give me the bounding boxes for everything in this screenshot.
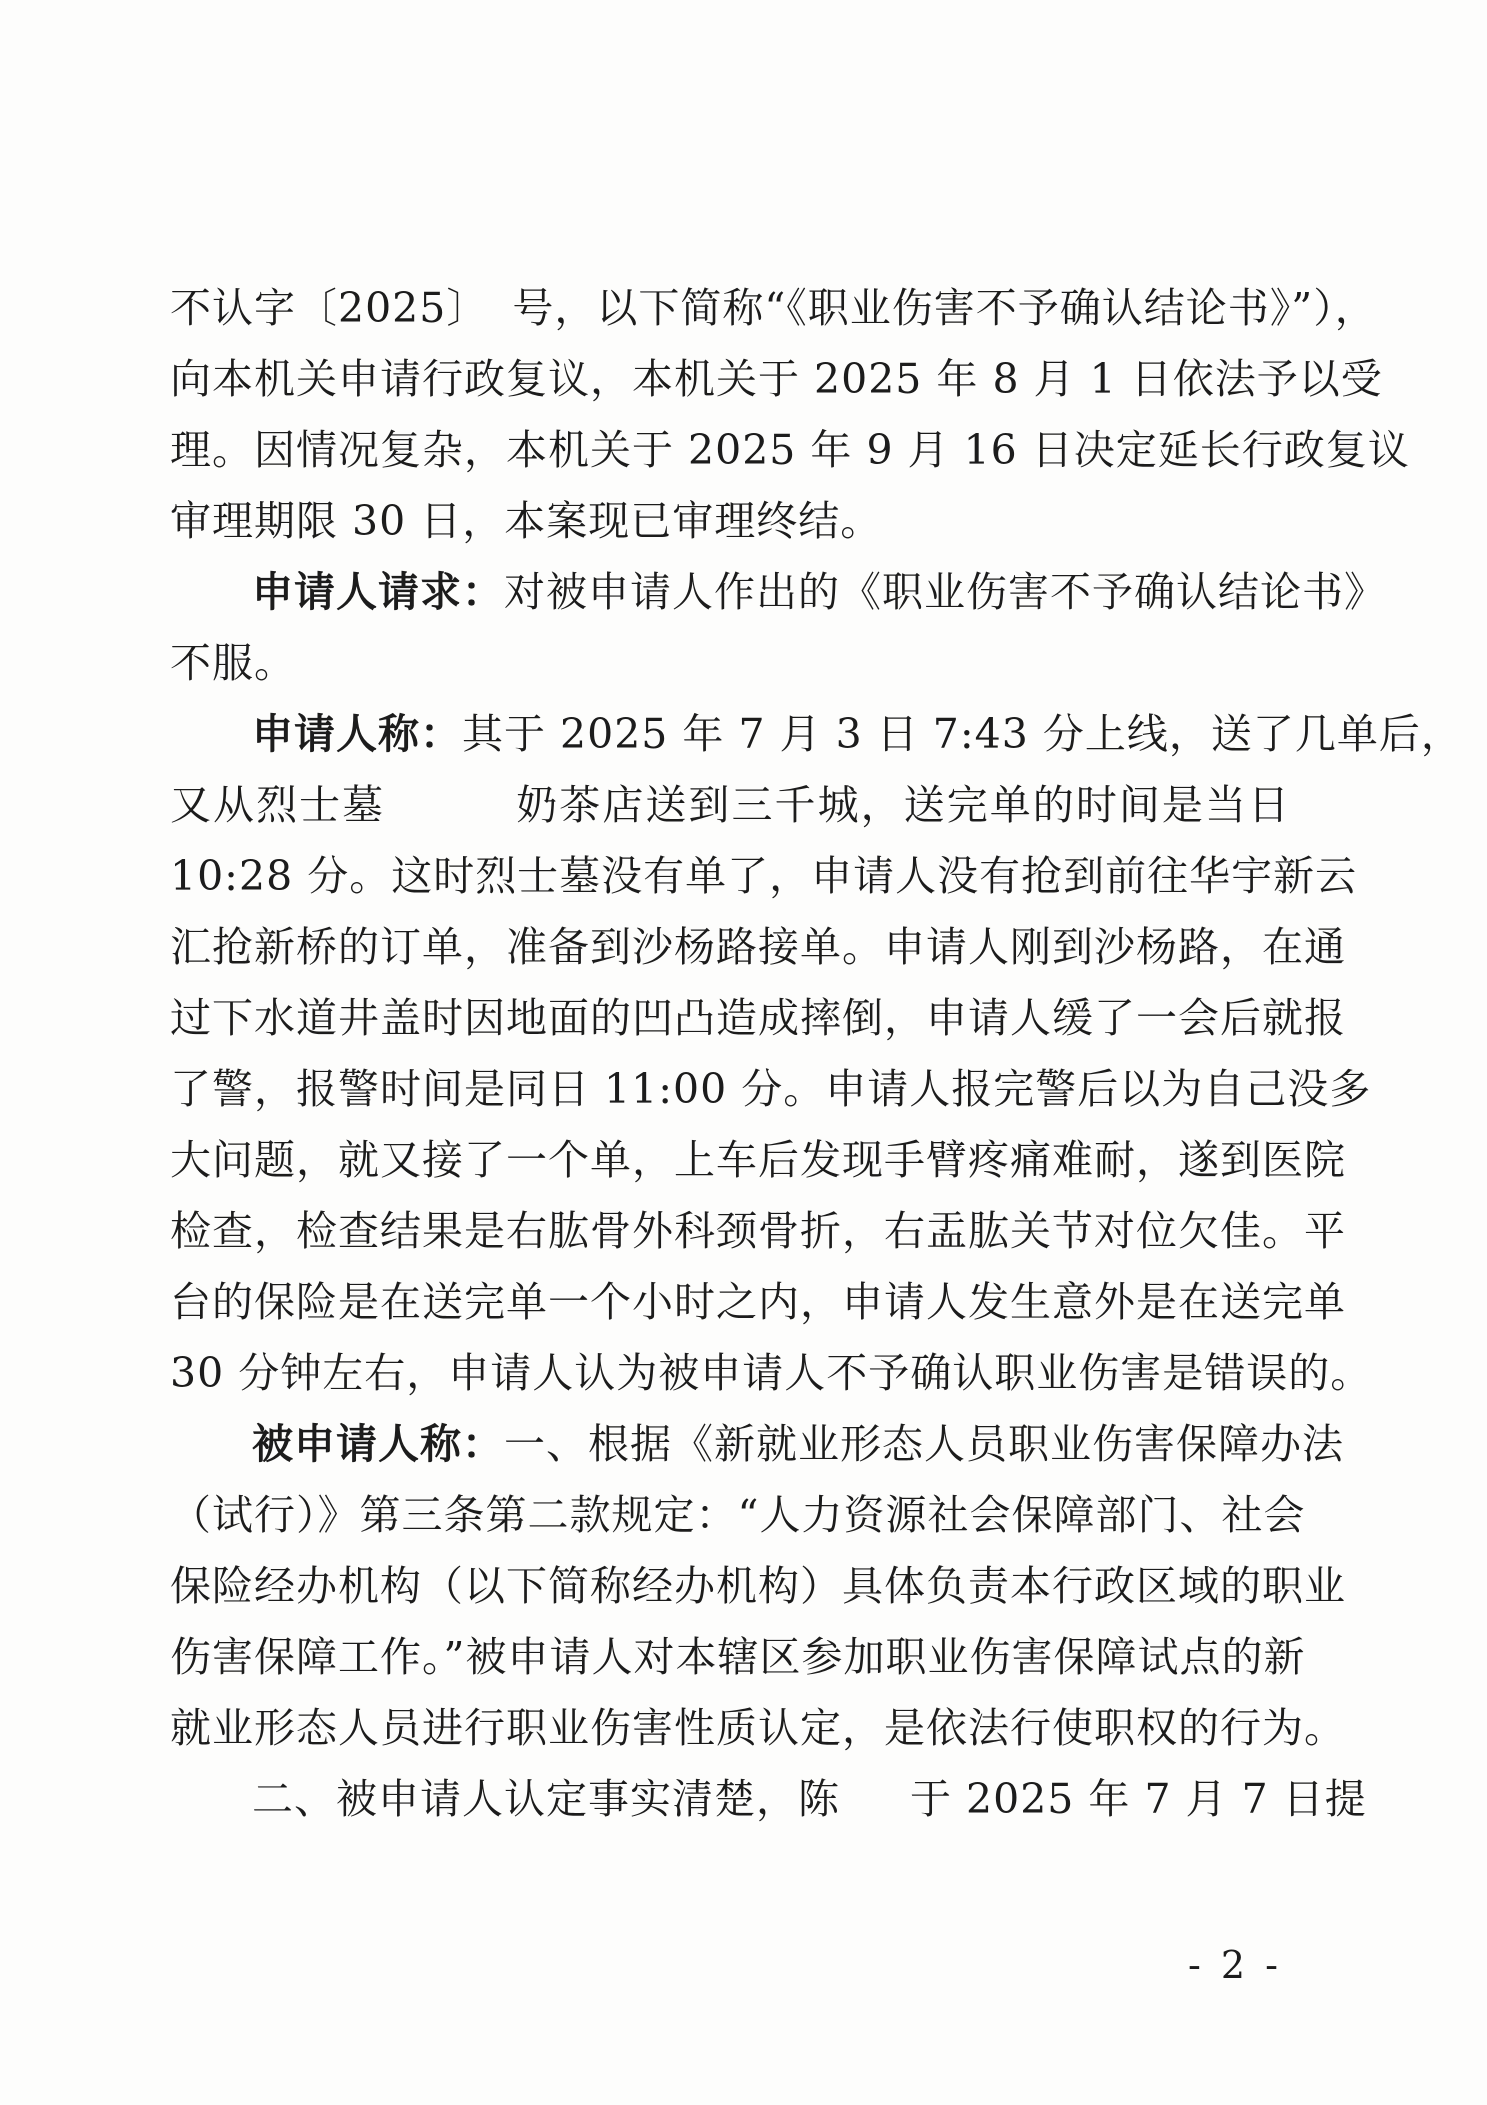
body-line-1 [170,278,1377,338]
body-line-12: 了警，报警时间是同日 11:00 分。申请人报完警后以为自己没多 [170,1065,1372,1113]
body-line-2: 向本机关申请行政复议，本机关于 2025 年 8 月 1 日依法予以受 [170,355,1383,403]
body-line-8 [170,775,1290,835]
body-text: 又从烈士墓 [170,781,386,829]
applicant-statement-line [252,704,1463,764]
applicant-request-line [252,562,1386,622]
respondent-statement-label: 被申请人称： [252,1420,504,1468]
body-text: 于 2025 年 7 月 7 日提 [910,1775,1367,1823]
body-line-21: 就业形态人员进行职业伤害性质认定，是依法行使职权的行为。 [170,1704,1346,1752]
body-text: 奶茶店送到三千城，送完单的时间是当日 [515,781,1290,829]
respondent-statement-line [252,1414,1344,1474]
body-line-19: 保险经办机构（以下简称经办机构）具体负责本行政区域的职业 [170,1562,1346,1610]
page-number: - 2 - [1187,1943,1282,1987]
body-text: 二、被申请人认定事实清楚，陈 [252,1775,840,1823]
body-line-4: 审理期限 30 日，本案现已审理终结。 [170,497,883,545]
body-text: 一、根据《新就业形态人员职业伤害保障办法 [504,1420,1344,1468]
doc-number-prefix: 不认字〔2025〕 [170,284,489,332]
body-line-11: 过下水道井盖时因地面的凹凸造成摔倒，申请人缓了一会后就报 [170,994,1346,1042]
body-line-13: 大问题，就又接了一个单，上车后发现手臂疼痛难耐，遂到医院 [170,1136,1346,1184]
body-line-3: 理。因情况复杂，本机关于 2025 年 9 月 16 日决定延长行政复议 [170,426,1410,474]
body-line-6: 不服。 [170,639,296,687]
body-line-15: 台的保险是在送完单一个小时之内，申请人发生意外是在送完单 [170,1278,1346,1326]
applicant-request-label: 申请人请求： [252,568,504,616]
body-text: 对被申请人作出的《职业伤害不予确认结论书》 [504,568,1386,616]
body-line-22 [252,1769,1367,1829]
body-line-16: 30 分钟左右，申请人认为被申请人不予确认职业伤害是错误的。 [170,1349,1373,1397]
applicant-statement-label: 申请人称： [252,710,462,758]
body-line-14: 检查，检查结果是右肱骨外科颈骨折，右盂肱关节对位欠佳。平 [170,1207,1346,1255]
body-line-10: 汇抢新桥的订单，准备到沙杨路接单。申请人刚到沙杨路，在通 [170,923,1346,971]
body-line-9: 10:28 分。这时烈士墓没有单了，申请人没有抢到前往华宇新云 [170,852,1358,900]
body-line-18: （试行）》第三条第二款规定：“人力资源社会保障部门、社会 [170,1491,1306,1539]
body-text: 其于 2025 年 7 月 3 日 7:43 分上线，送了几单后， [462,710,1463,758]
body-line-20: 伤害保障工作。”被申请人对本辖区参加职业伤害保障试点的新 [170,1633,1306,1681]
body-text: 号，以下简称“《职业伤害不予确认结论书》”）， [512,284,1377,332]
